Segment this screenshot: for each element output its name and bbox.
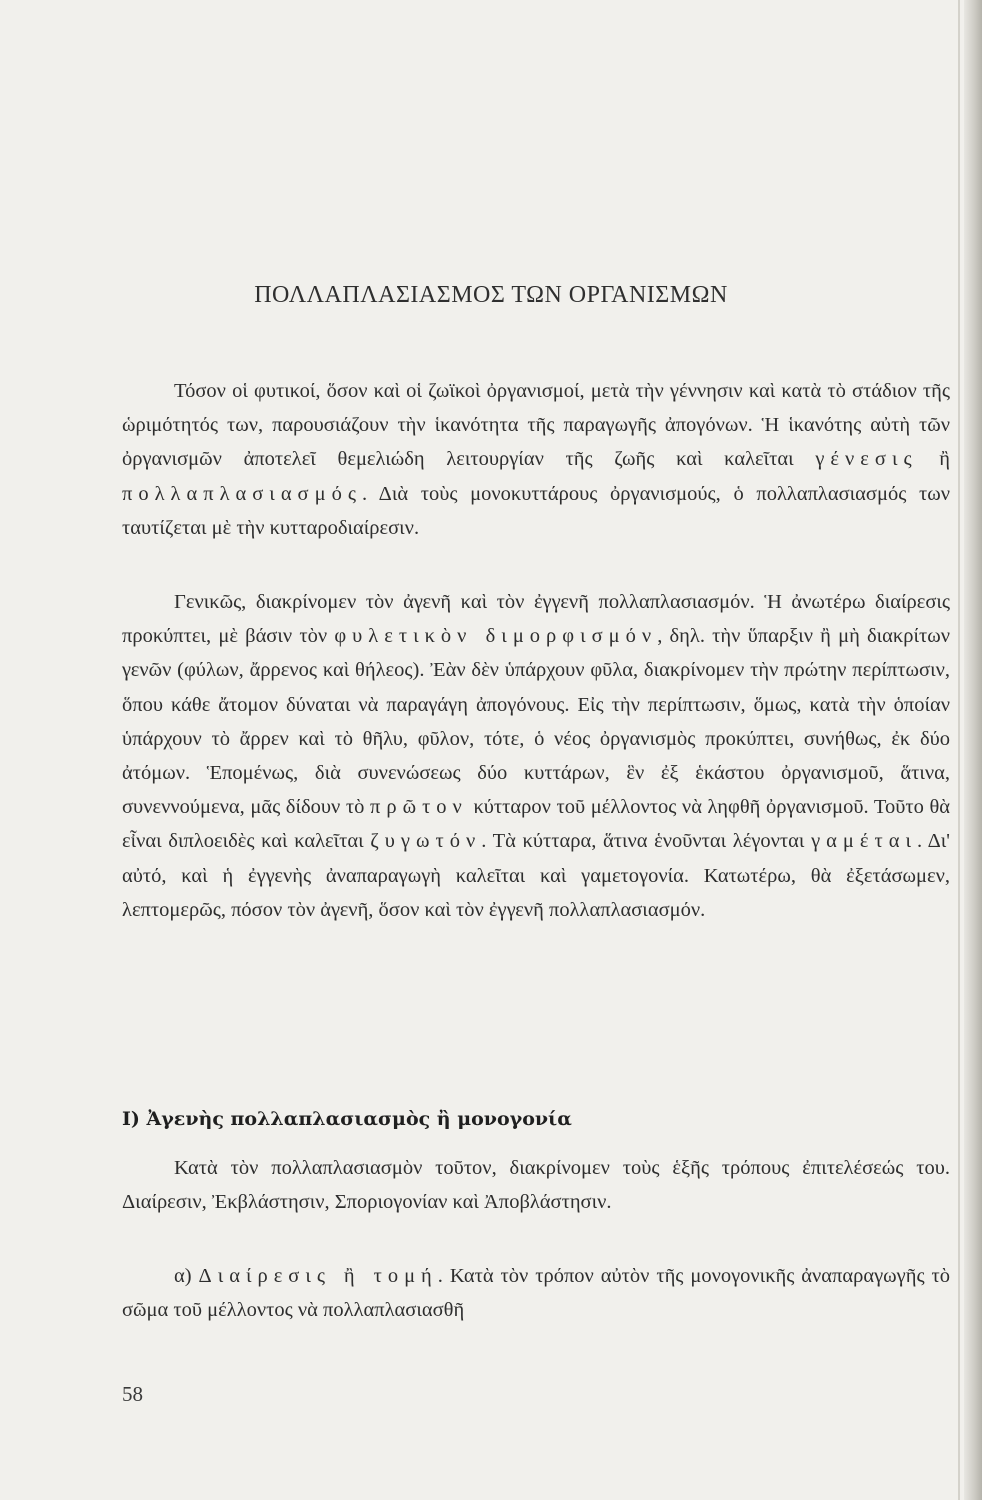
paragraph-methods xyxy=(122,1151,950,1219)
para2-term-proton: πρῶτον xyxy=(370,796,468,819)
para4-label: α) xyxy=(174,1265,199,1287)
para2-text-a: Γενικῶς, διακρίνομεν τὸν ἀγενῆ καὶ τὸν ἐγγενῆ πολλαπλασιασμόν. Ἡ ἀνωτέρω διαίρεσις προκύπτει, μὲ βάσιν τὸν xyxy=(122,591,950,648)
para1-text-b: ἢ xyxy=(917,448,950,471)
para3-text: Κατὰ τὸν πολλαπλασιασμὸν τοῦτον, διακρίνομεν τοὺς ἑξῆς τρόπους ἐπιτελέσεώς του. Διαίρεσιν, Ἐκβλάστησιν, Σποριογονίαν καὶ Ἀποβλάστησιν. xyxy=(122,1157,950,1214)
paragraph-division xyxy=(122,1259,950,1327)
para2-text-b: , δηλ. τὴν ὕπαρξιν ἢ μὴ διακρίτων γενῶν (φύλων, ἄρρενος καὶ θήλεος). Ἐὰν δὲν ὑπάρχουν φῦλα, διακρίνομεν τὴν πρώτην περίπτωσιν, ὅπου κάθε ἄτομον δύναται νὰ παραγάγη ἀπογόνους. Εἰς τὴν περίπτωσιν, ὅμως, κατὰ τὴν ὁποίαν ὑπάρχουν τὸ ἄρρεν καὶ τὸ θῆλυ, φῦλον, τότε, ὁ νέος ὀργανισμὸς προκύπτει, συνήθως, ἐκ δύο ἀτόμων. Ἑπομένως, διὰ συνενώσεως δύο κυττάρων, ἓν ἐξ ἑκάστου ὀργανισμοῦ, ἅτινα, συνεννούμενα, μᾶς δίδουν τὸ xyxy=(122,625,951,819)
para2-term-gametes: γαμέται xyxy=(811,830,917,853)
para2-text-c: κύτταρον τοῦ μέλλοντος νὰ ληφθῆ ὀργανισμοῦ. Τοῦτο θὰ εἶναι διπλοειδὲς καὶ καλεῖται xyxy=(122,796,951,853)
para1-text-c: . Διὰ τοὺς μονοκυττάρους ὀργανισμούς, ὁ πολλαπλασιασμός των ταυτίζεται μὲ τὴν κυτταροδιαίρεσιν. xyxy=(122,482,950,539)
para4-text: . Κατὰ τὸν τρόπον αὐτὸν τῆς μονογονικῆς ἀναπαραγωγῆς τὸ σῶμα τοῦ μέλλοντος νὰ πολλαπλασιασθῆ xyxy=(122,1265,950,1322)
chapter-title: ΠΟΛΛΑΠΛΑΣΙΑΣΜΟΣ ΤΩΝ ΟΡΓΑΝΙΣΜΩΝ xyxy=(254,282,728,308)
paragraph-intro xyxy=(122,374,950,545)
page-edge-shadow xyxy=(964,0,982,1500)
para2-text-d: . Τὰ κύτταρα, ἅτινα ἑνοῦνται λέγονται xyxy=(481,830,812,853)
para1-term-genesis: γένεσις xyxy=(815,448,918,471)
page-number: 58 xyxy=(122,1382,143,1406)
page-gutter-line xyxy=(958,0,960,1500)
para1-term-pollaplasiasmos: πολλαπλασιασμός xyxy=(122,482,362,505)
section-heading: I) Ἀγενὴς πολλαπλασιασμὸς ἢ μονογονία xyxy=(122,1108,572,1130)
paragraph-types xyxy=(122,585,950,927)
para4-term-division: Διαίρεσις ἢ τομή xyxy=(198,1265,438,1287)
para2-term-zygote: ζυγωτόν xyxy=(370,830,482,853)
para1-text-a: Τόσον οἱ φυτικοί, ὅσον καὶ οἱ ζωϊκοὶ ὀργανισμοί, μετὰ τὴν γέννησιν καὶ κατὰ τὸ στάδιον τῆς ὡριμότητός των, παρουσιάζουν τὴν ἱκανότητα τῆς παραγωγῆς ἀπογόνων. Ἡ ἱκανότης αὐτὴ τῶν ὀργανισμῶν ἀποτελεῖ θεμελιώδη λειτουργίαν τῆς ζωῆς καὶ καλεῖται xyxy=(122,380,950,471)
para2-term-dimorphism: φυλετικὸν διμορφισμόν xyxy=(334,625,658,648)
para2-text-e: . Δι' αὐτό, καὶ ἡ ἐγγενὴς ἀναπαραγωγὴ καλεῖται καὶ γαμετογονία. Κατωτέρω, θὰ ἐξετάσωμεν, λεπτομερῶς, πόσον τὸν ἀγενῆ, ὅσον καὶ τὸν ἐγγενῆ πολλαπλασιασμόν. xyxy=(122,830,950,921)
